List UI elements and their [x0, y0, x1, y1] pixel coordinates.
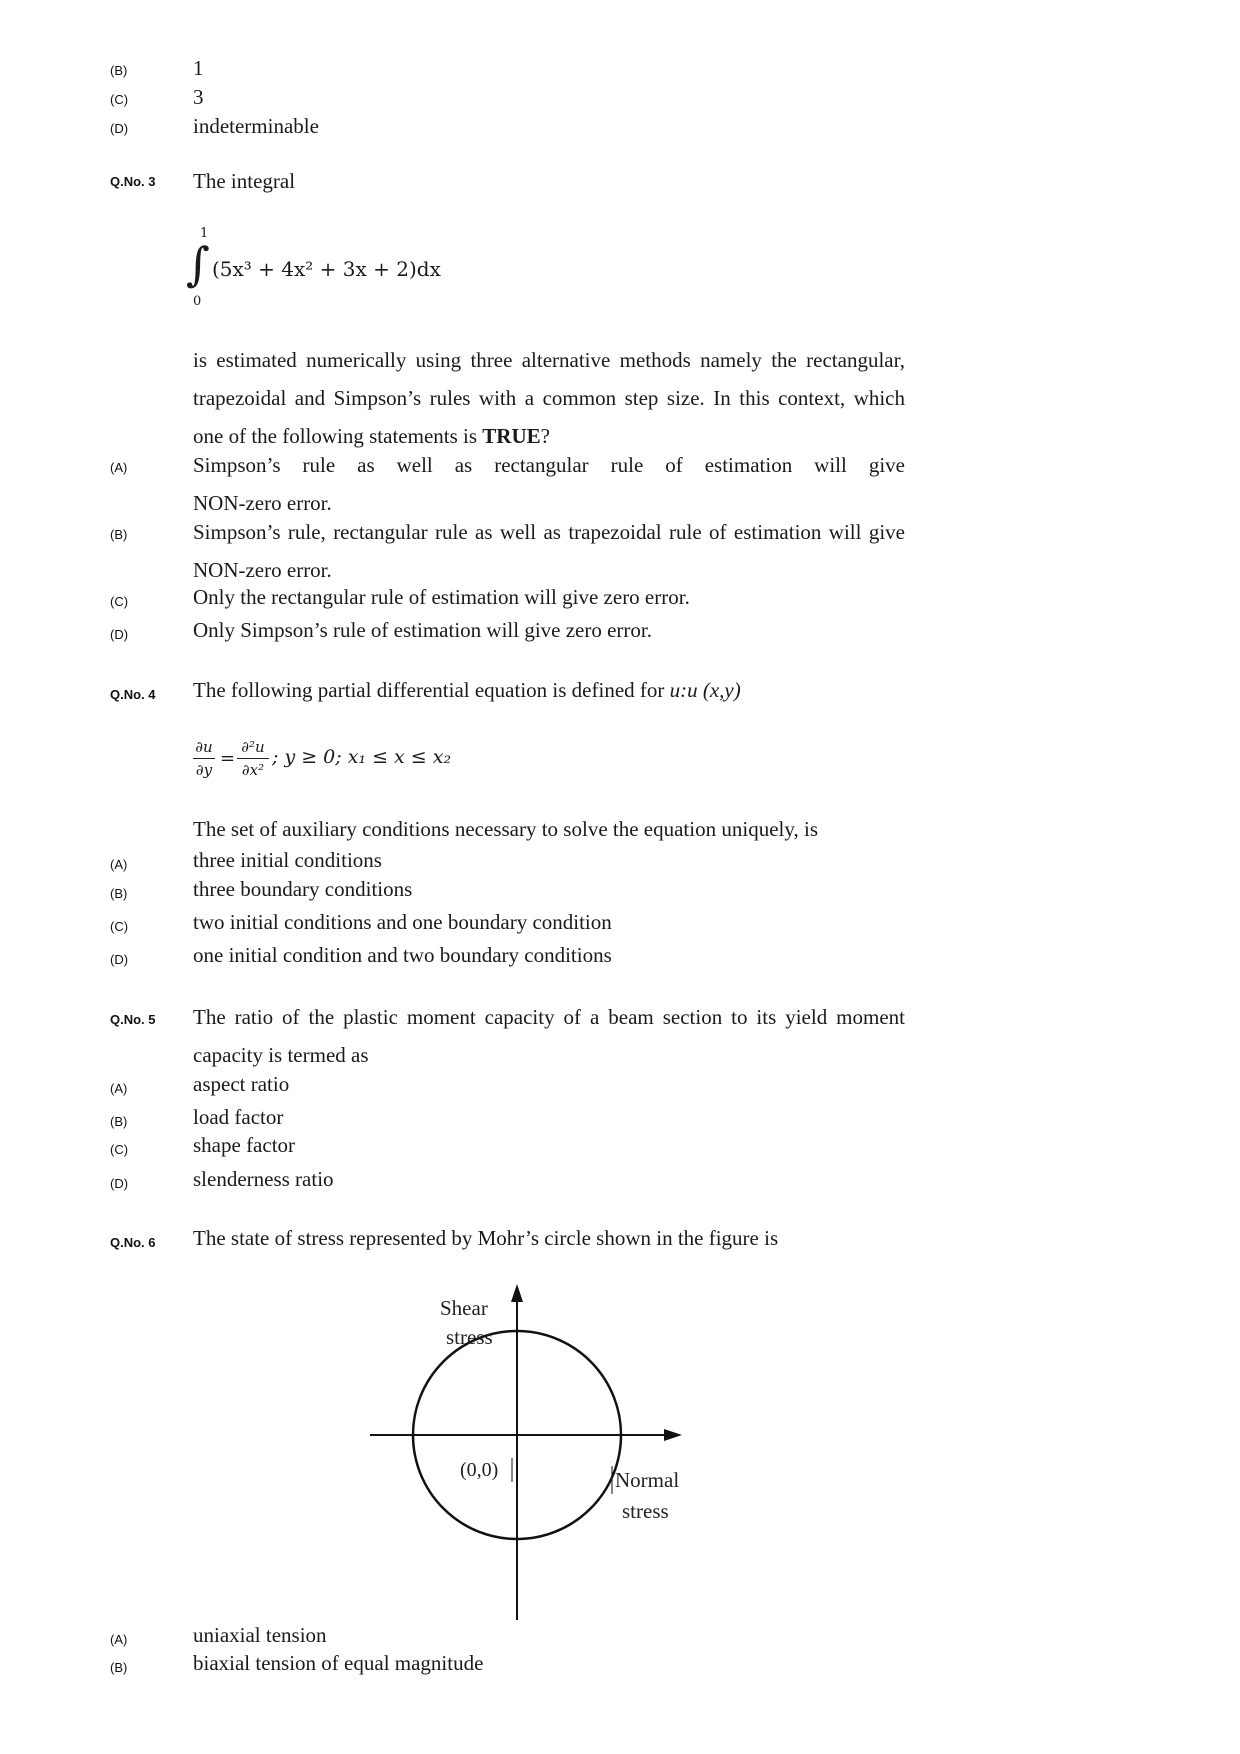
q6-option-a-text: uniaxial tension	[193, 1623, 327, 1647]
q3-true-keyword: TRUE	[482, 424, 541, 448]
q5-option-c-label: (C)	[110, 1142, 129, 1157]
pde-lhs-fraction-bar	[193, 758, 215, 759]
q5-option-b-text: load factor	[193, 1105, 284, 1129]
q5-option-d-label: (D)	[110, 1176, 129, 1191]
integral-sign: ∫	[186, 237, 210, 291]
pde-equals: =	[220, 748, 236, 769]
q3-body	[193, 341, 905, 455]
q3-question-mark: ?	[540, 424, 550, 448]
q3-body-line-2: trapezoidal and Simpson’s rules with a common step size. In this context, which	[193, 386, 905, 410]
q4-option-d-label: (D)	[110, 952, 129, 967]
q3-option-d-text: Only Simpson’s rule of estimation will give zero error.	[193, 618, 653, 642]
q4-option-c-label: (C)	[110, 919, 129, 934]
q3-option-b-line-1: Simpson’s rule, rectangular rule as well as trapezoidal rule of estimation will give	[193, 520, 905, 544]
integral-upper-limit: 1	[200, 226, 209, 241]
q2-option-c-text: 3	[193, 85, 204, 109]
q3-body-line-1: is estimated numerically using three alternative methods namely the rectangular,	[193, 348, 905, 372]
q4-stem-text: The following partial differential equation is defined for	[193, 678, 670, 702]
q5-option-c-text: shape factor	[193, 1133, 296, 1157]
q2-option-c-label: (C)	[110, 92, 129, 107]
q4-option-b-text: three boundary conditions	[193, 877, 413, 901]
normal-axis-arrowhead	[664, 1429, 682, 1441]
shear-label-line-2: stress	[446, 1325, 493, 1349]
mohr-circle-figure	[360, 1280, 720, 1620]
shear-label-line-1: Shear	[440, 1296, 488, 1320]
q3-option-a-label: (A)	[110, 460, 128, 475]
q2-option-d-label: (D)	[110, 121, 129, 136]
q4-stem	[193, 678, 741, 702]
q5-option-b-label: (B)	[110, 1114, 128, 1129]
q3-body-line-3-text: one of the following statements is	[193, 424, 483, 448]
q5-stem-line-1: The ratio of the plastic moment capacity of a beam section to its yield moment	[193, 1005, 905, 1029]
q3-number: Q.No. 3	[110, 174, 156, 189]
q4-option-a-label: (A)	[110, 857, 128, 872]
integral-integrand: (5x³ + 4x² + 3x + 2)dx	[212, 257, 441, 281]
q3-option-d-label: (D)	[110, 627, 129, 642]
q3-option-b-text	[193, 513, 905, 589]
q5-stem-line-2: capacity is termed as	[193, 1043, 369, 1067]
q4-question: The set of auxiliary conditions necessary to solve the equation uniquely, is	[193, 817, 818, 841]
q6-stem: The state of stress represented by Mohr’s circle shown in the figure is	[193, 1226, 779, 1250]
q5-number: Q.No. 5	[110, 1012, 156, 1027]
q3-option-c-text: Only the rectangular rule of estimation will give zero error.	[193, 585, 690, 609]
q3-option-b-label: (B)	[110, 527, 128, 542]
origin-label: (0,0)	[460, 1459, 499, 1481]
q4-option-c-text: two initial conditions and one boundary condition	[193, 910, 612, 934]
q6-number: Q.No. 6	[110, 1235, 156, 1250]
q4-option-d-text: one initial condition and two boundary conditions	[193, 943, 612, 967]
q6-option-b-text: biaxial tension of equal magnitude	[193, 1651, 484, 1675]
pde-rhs-denominator: ∂x²	[241, 761, 265, 779]
q6-option-b-label: (B)	[110, 1660, 128, 1675]
q3-option-c-label: (C)	[110, 594, 129, 609]
q3-option-a-text	[193, 446, 905, 522]
pde-lhs-numerator: ∂u	[195, 738, 213, 756]
q4-stem-variable: u:u (x,y)	[669, 678, 741, 702]
normal-label-line-1: Normal	[615, 1468, 680, 1492]
q6-option-a-label: (A)	[110, 1632, 128, 1647]
q5-option-a-text: aspect ratio	[193, 1072, 290, 1096]
q5-option-a-label: (A)	[110, 1081, 128, 1096]
q5-stem	[193, 998, 905, 1074]
pde-lhs-denominator: ∂y	[195, 761, 213, 779]
q4-option-b-label: (B)	[110, 886, 128, 901]
integral-lower-limit: 0	[193, 294, 202, 309]
q4-option-a-text: three initial conditions	[193, 848, 382, 872]
pde-rhs-numerator: ∂²u	[241, 738, 265, 756]
q3-option-a-line-2: NON-zero error.	[193, 491, 332, 515]
q3-option-a-line-1: Simpson’s rule as well as rectangular rule of estimation will give	[193, 453, 905, 477]
q4-number: Q.No. 4	[110, 687, 156, 702]
normal-label-line-2: stress	[622, 1499, 669, 1523]
shear-axis-arrowhead	[511, 1284, 523, 1302]
pde-conditions: ; y ≥ 0; x₁ ≤ x ≤ x₂	[272, 746, 452, 768]
q2-option-b-text: 1	[193, 56, 204, 80]
q3-option-b-line-2: NON-zero error.	[193, 558, 332, 582]
q2-option-d-text: indeterminable	[193, 114, 319, 138]
pde-rhs-fraction-bar	[237, 758, 269, 759]
q3-intro: The integral	[193, 169, 296, 193]
q5-option-d-text: slenderness ratio	[193, 1167, 334, 1191]
q2-option-b-label: (B)	[110, 63, 128, 78]
